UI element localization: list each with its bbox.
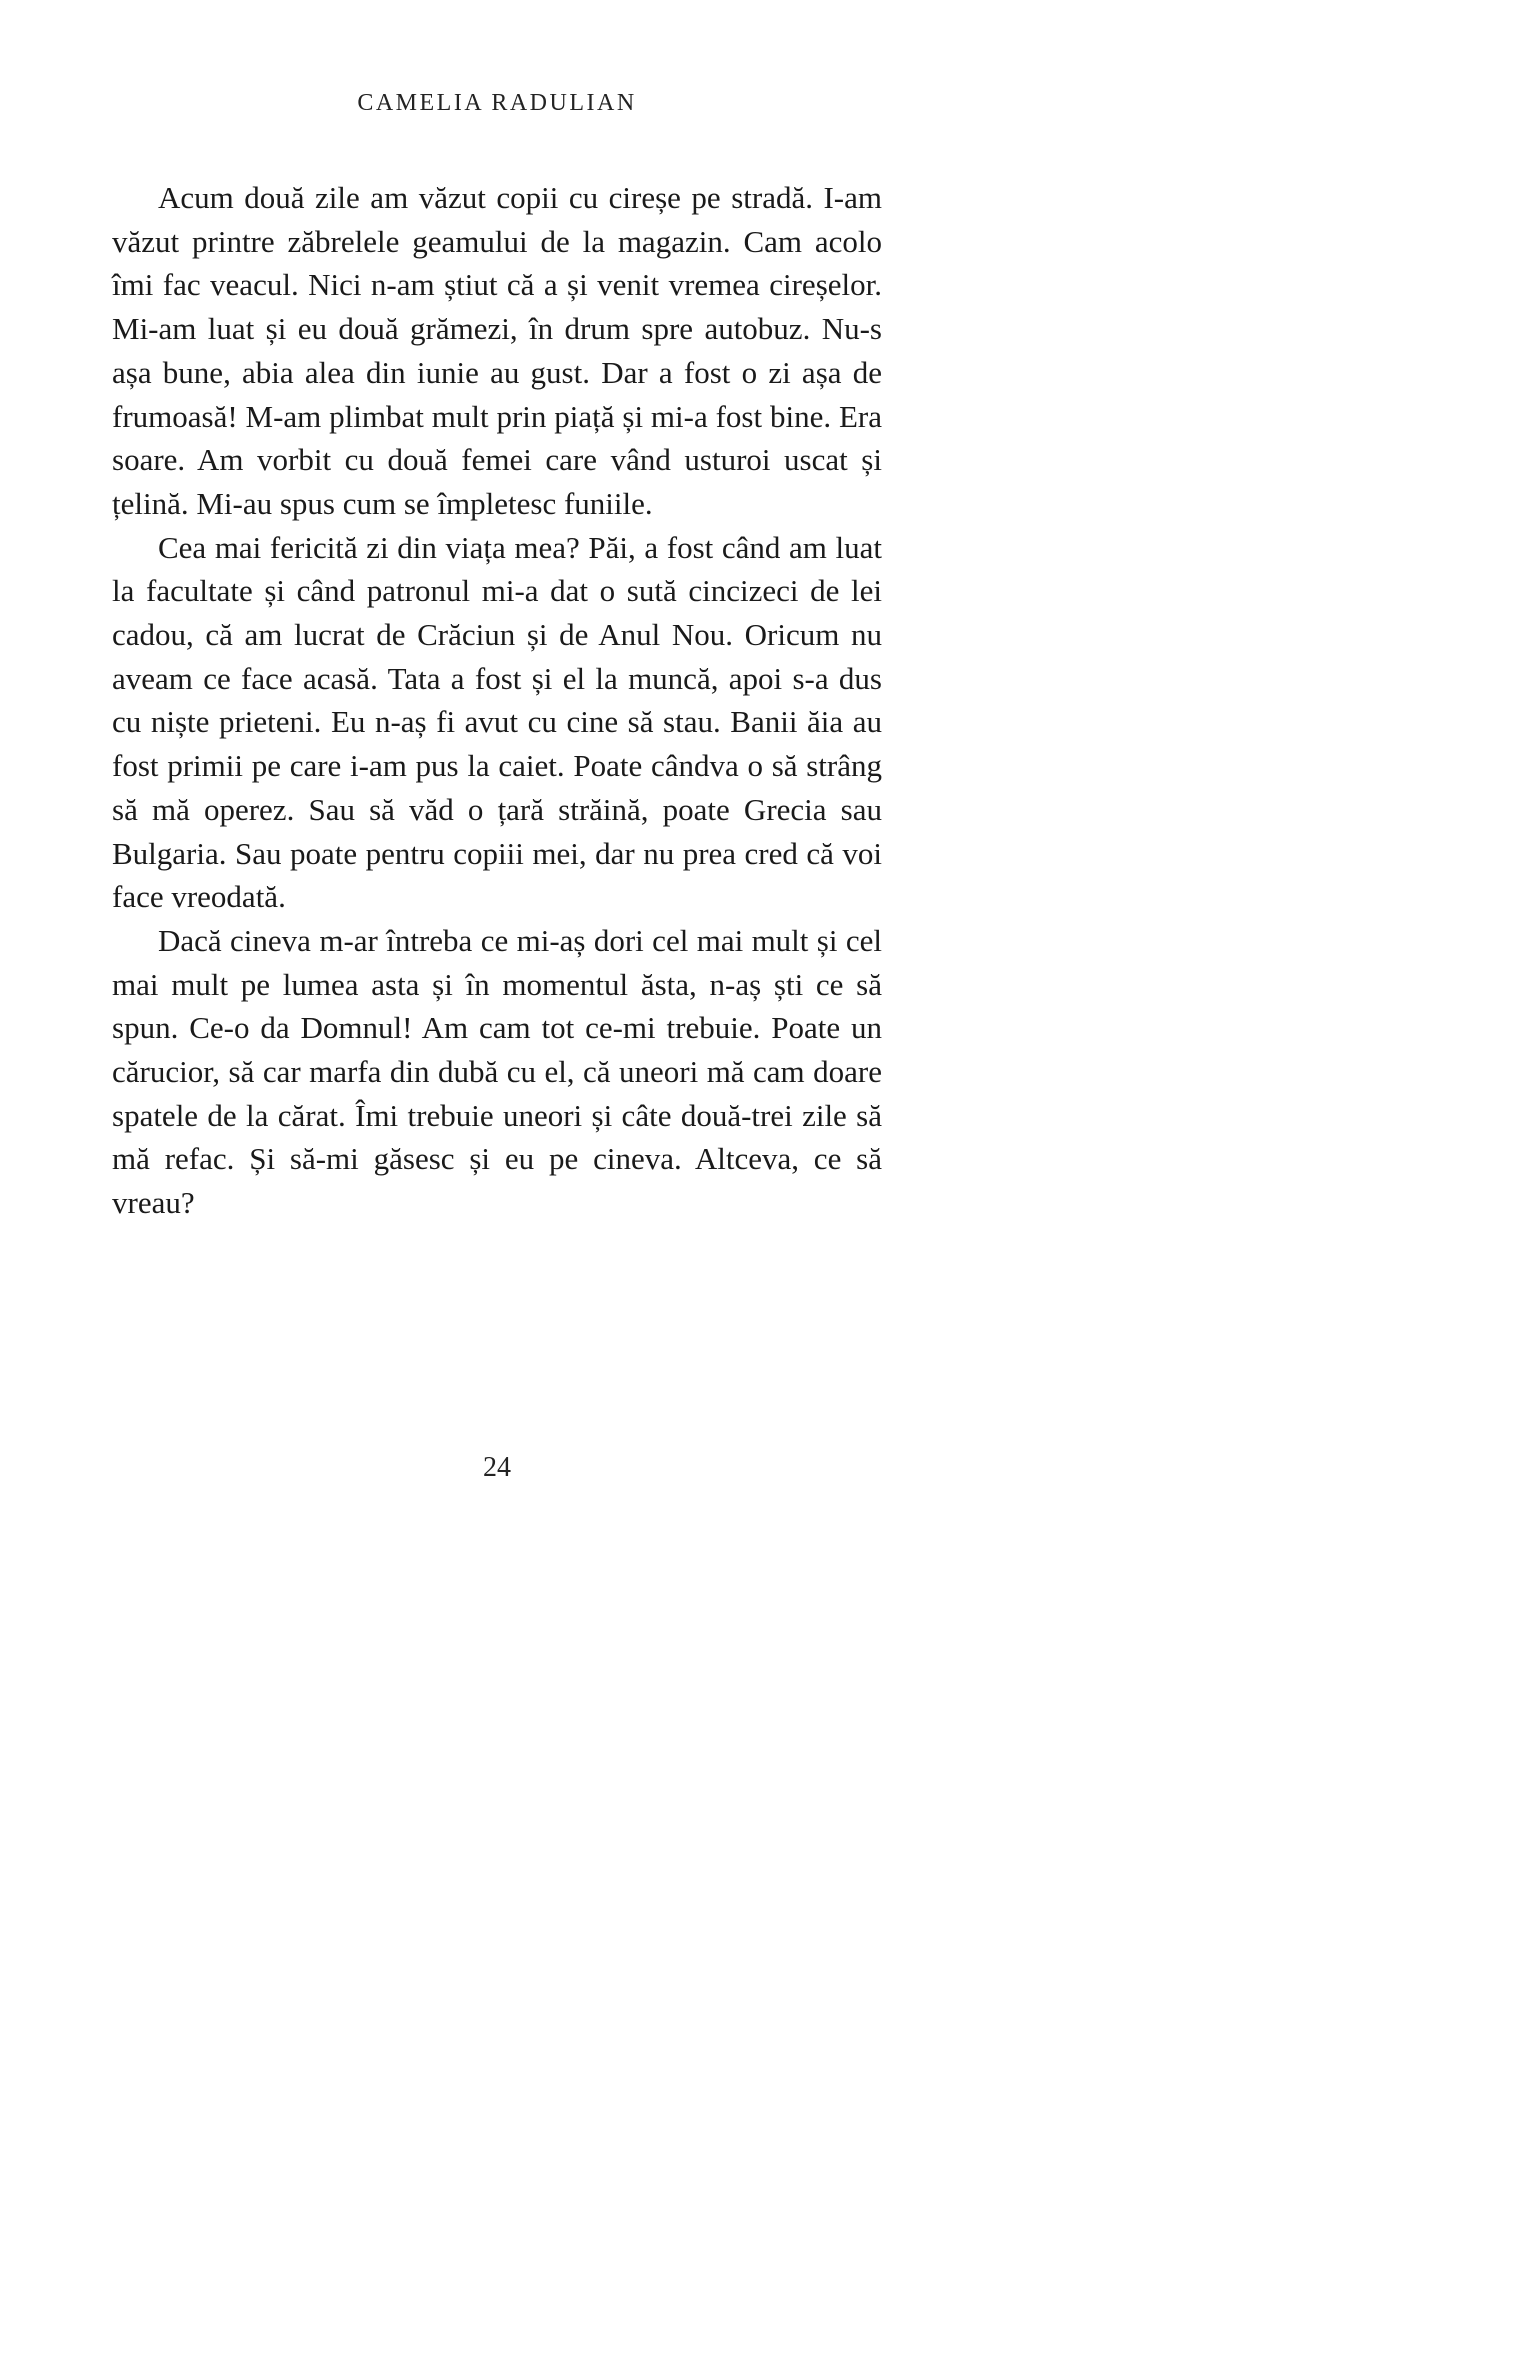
running-header-author: CAMELIA RADULIAN [357,90,637,116]
paragraph: Cea mai fericită zi din viața mea? Păi, a fost când am luat la facultate și când patronul mi-a dat o sută cincizeci de lei cadou, că am lucrat de Crăciun și de Anul Nou. Oricum nu aveam ce face acasă. Tata a fost și el la muncă, apoi s-a dus cu niște prieteni. Eu n-aș fi avut cu cine să stau. Banii ăia au fost primii pe care i-am pus la caiet. Poate cândva o să strâng să mă operez. Sau să văd o țară străină, poate Grecia sau Bulgaria. Sau poate pentru copiii mei, dar nu prea cred că voi face vreodată. [112,529,882,915]
page-number: 24 [483,1452,511,1483]
paragraph: Acum două zile am văzut copii cu cireșe pe stradă. I-am văzut printre zăbrelele geamului de la magazin. Cam acolo îmi fac veacul. Nici n-am știut că a și venit vremea cireșelor. Mi-am luat și eu două grămezi, în drum spre autobuz. Nu-s așa bune, abia alea din iunie au gust. Dar a fost o zi așa de frumoasă! M-am plimbat mult prin piață și mi-a fost bine. Era soare. Am vorbit cu două femei care vând usturoi uscat și țelină. Mi-au spus cum se împletesc funiile. [112,180,882,521]
body-text [112,176,882,1225]
paragraph: Dacă cineva m-ar întreba ce mi-aș dori cel mai mult și cel mai mult pe lumea asta și în momentul ăsta, n-aș ști ce să spun. Ce-o da Domnul! Am cam tot ce-mi trebuie. Poate un cărucior, să car marfa din dubă cu el, că uneori mă cam doare spatele de la cărat. Îmi trebuie uneori și câte două-trei zile să mă refac. Și să-mi găsesc și eu pe cineva. Altceva, ce să vreau? [112,922,882,1221]
